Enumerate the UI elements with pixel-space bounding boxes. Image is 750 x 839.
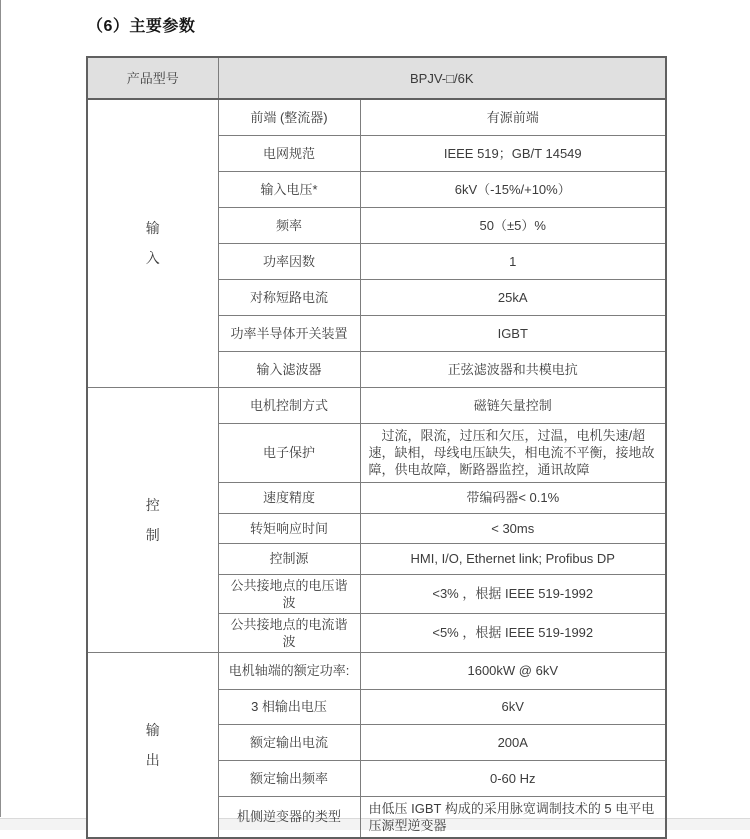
table-row [87, 99, 666, 135]
param-cell: 转矩响应时间 [218, 513, 360, 543]
table-row [87, 387, 666, 423]
value-cell: IGBT [360, 315, 666, 351]
value-cell: 由低压 IGBT 构成的采用脉宽调制技术的 5 电平电压源型逆变器 [360, 796, 666, 838]
param-cell: 电子保护 [218, 423, 360, 482]
section-label-char: 出 [145, 751, 160, 768]
section-label-char: 输 [145, 220, 160, 237]
section-label-char: 控 [145, 496, 160, 513]
value-cell: 过流，限流，过压和欠压，过温，电机失速/超速，缺相，母线电压缺失，相电流不平衡，接地故障，供电故障，断路器监控，通讯故障 [360, 423, 666, 482]
value-cell: 6kV [360, 689, 666, 724]
value-cell: 磁链矢量控制 [360, 387, 666, 423]
table-row [87, 652, 666, 689]
param-cell: 频率 [218, 207, 360, 243]
param-cell: 额定输出频率 [218, 760, 360, 796]
value-cell: < 30ms [360, 513, 666, 543]
section-label-output [87, 652, 218, 838]
section-label-char: 输 [145, 721, 160, 738]
page-title: （6）主要参数 [87, 18, 196, 35]
value-cell: 0-60 Hz [360, 760, 666, 796]
model-value-cell: BPJV-□/6K [218, 57, 666, 99]
value-cell: 正弦滤波器和共模电抗 [360, 351, 666, 387]
param-cell: 机侧逆变器的类型 [218, 796, 360, 838]
section-label-char: 入 [145, 250, 160, 267]
page-left-edge [0, 0, 1, 817]
param-cell: 功率半导体开关装置 [218, 315, 360, 351]
param-cell: 前端 (整流器) [218, 99, 360, 135]
value-cell: 50（±5）% [360, 207, 666, 243]
value-cell: 1600kW @ 6kV [360, 652, 666, 689]
spec-table [86, 56, 667, 839]
param-cell: 控制源 [218, 543, 360, 574]
value-cell: HMI, I/O, Ethernet link; Profibus DP [360, 543, 666, 574]
value-cell: IEEE 519；GB/T 14549 [360, 135, 666, 171]
param-cell: 功率因数 [218, 243, 360, 279]
value-cell: <3% ，根据 IEEE 519-1992 [360, 574, 666, 613]
param-cell: 输入电压* [218, 171, 360, 207]
value-cell: 带编码器< 0.1% [360, 482, 666, 513]
param-cell: 3 相输出电压 [218, 689, 360, 724]
value-cell: 25kA [360, 279, 666, 315]
param-cell: 公共接地点的电压谐波 [218, 574, 360, 613]
param-cell: 对称短路电流 [218, 279, 360, 315]
value-cell: <5% ，根据 IEEE 519-1992 [360, 613, 666, 652]
param-cell: 电机控制方式 [218, 387, 360, 423]
section-label-char: 制 [145, 526, 160, 543]
value-cell: 有源前端 [360, 99, 666, 135]
section-label-input [87, 99, 218, 387]
table-header-row [87, 57, 666, 99]
value-cell: 200A [360, 724, 666, 760]
param-cell: 电机轴端的额定功率: [218, 652, 360, 689]
value-cell: 6kV（-15%/+10%） [360, 171, 666, 207]
param-cell: 额定输出电流 [218, 724, 360, 760]
value-cell: 1 [360, 243, 666, 279]
product-model-header-cell: 产品型号 [87, 57, 218, 99]
param-cell: 公共接地点的电流谐波 [218, 613, 360, 652]
param-cell: 电网规范 [218, 135, 360, 171]
param-cell: 速度精度 [218, 482, 360, 513]
param-cell: 输入滤波器 [218, 351, 360, 387]
section-label-control [87, 387, 218, 652]
